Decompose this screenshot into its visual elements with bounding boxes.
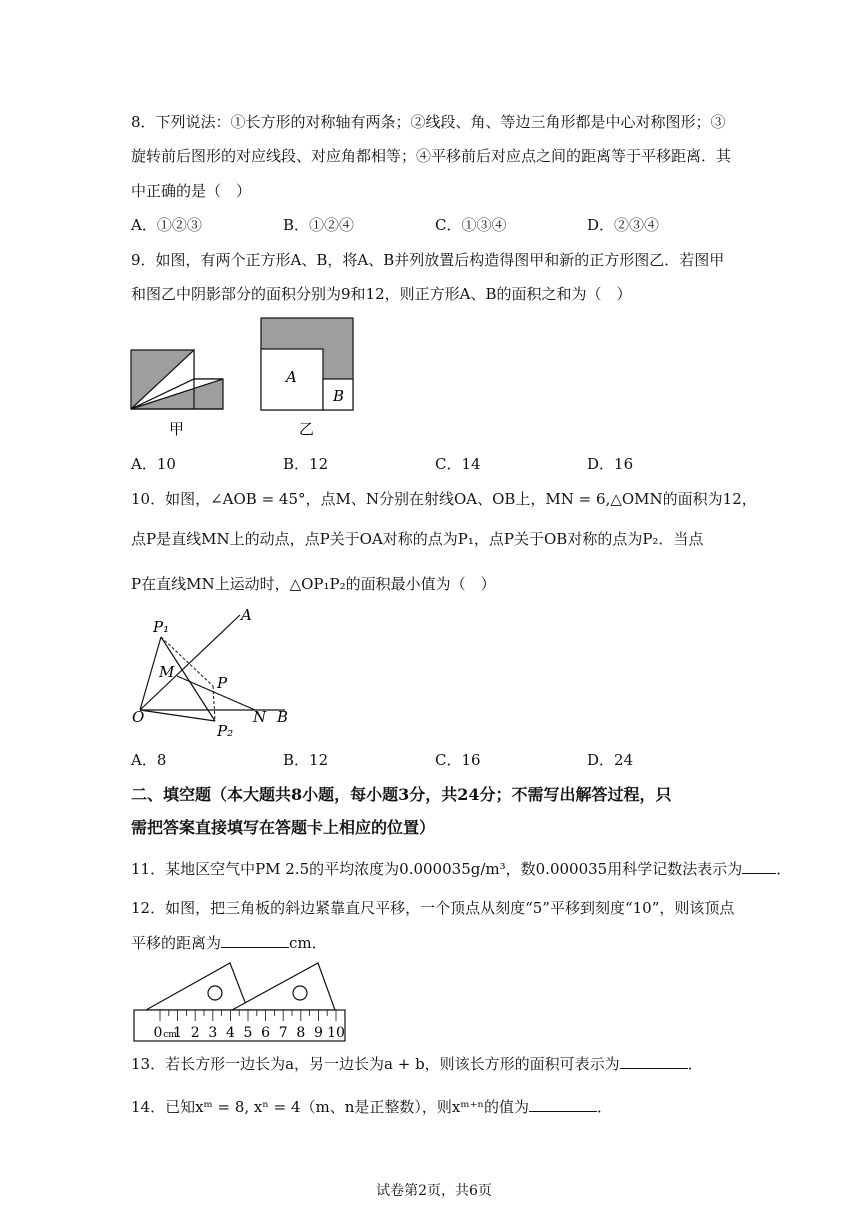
ruler-tick-label: 4	[225, 1025, 235, 1041]
q9-figure	[125, 315, 365, 445]
q8-option-d: D．②③④	[587, 216, 660, 234]
q8-option-c: C．①③④	[435, 216, 507, 234]
q12-text: 平移的距离为	[131, 934, 222, 952]
q13-text: 13．若长方形一边长为a，另一边长为a + b，则该长方形的面积可表示为	[131, 1055, 620, 1073]
point-p1-label: P₁	[153, 618, 170, 636]
ruler-tick-label: 5	[243, 1025, 253, 1041]
ruler-label-zero: 0	[153, 1025, 163, 1041]
q11-text: 11．某地区空气中PM 2.5的平均浓度为0.000035g/m³，数0.000035用科学记数法表示为	[131, 860, 743, 878]
q14-text: 14．已知xᵐ = 8, xⁿ = 4（m、n是正整数），则xᵐ⁺ⁿ的值为	[131, 1098, 529, 1116]
point-p-label: P	[217, 674, 228, 692]
ruler-tick-label: 1	[173, 1025, 183, 1041]
q12-figure	[128, 960, 353, 1046]
q10-option-b: B．12	[283, 751, 329, 769]
triangle-left	[146, 963, 248, 1010]
point-p2-label: P₂	[217, 722, 234, 740]
q8-line-1: 8．下列说法：①长方形的对称轴有两条；②线段、角、等边三角形都是中心对称图形；③	[131, 113, 726, 131]
ruler-tick-label: 10	[327, 1025, 345, 1041]
figure-yi-caption: 乙	[299, 420, 315, 438]
q12-line-2	[131, 933, 327, 953]
q8-option-b: B．①②④	[283, 216, 355, 234]
q14-answer-blank	[529, 1097, 597, 1112]
q9-option-c: C．14	[435, 455, 481, 473]
figure-jia-caption: 甲	[169, 420, 185, 438]
q12-line-1: 12．如图，把三角板的斜边紧靠直尺平移，一个顶点从刻度“5”平移到刻度“10”，则该顶点	[131, 899, 735, 917]
q10-option-a: A．8	[131, 751, 167, 769]
point-n-label: N	[253, 708, 267, 726]
ruler-tick-label: 8	[296, 1025, 306, 1041]
q9-line-1: 9．如图，有两个正方形A、B，将A、B并列放置后构造得图甲和新的正方形图乙．若图甲	[131, 251, 725, 269]
q8-option-a: A．①②③	[131, 216, 202, 234]
q10-option-d: D．24	[587, 751, 634, 769]
page-footer: 试卷第2页，共6页	[376, 1183, 492, 1199]
point-o-label: O	[132, 708, 145, 726]
q13-line	[131, 1054, 703, 1074]
ruler-unit-label: cm	[163, 1030, 177, 1040]
ruler-tick-label: 6	[261, 1025, 271, 1041]
point-b-label: B	[277, 708, 289, 726]
section-2-heading-line-2: 需把答案直接填写在答题卡上相应的位置）	[131, 818, 436, 837]
q10-line-1: 10．如图，∠AOB = 45°，点M、N分别在射线OA、OB上，MN = 6,△OMN的面积为12，	[131, 490, 757, 508]
figure-jia	[131, 350, 223, 409]
square-a-label: A	[286, 368, 297, 386]
q8-line-2: 旋转前后图形的对应线段、对应角都相等；④平移前后对应点之间的距离等于平移距离．其	[131, 147, 732, 165]
square-b-label: B	[333, 387, 345, 405]
q8-line-3: 中正确的是（ ）	[131, 182, 252, 200]
q12-answer-blank	[221, 933, 289, 948]
ruler-tick-label: 2	[190, 1025, 200, 1041]
q9-option-d: D．16	[587, 455, 634, 473]
q11-end: ．	[776, 860, 792, 878]
q9-option-a: A．10	[131, 455, 176, 473]
q11-answer-blank	[742, 859, 776, 874]
q10-line-2: 点P是直线MN上的动点，点P关于OA对称的点为P₁，点P关于OB对称的点为P₂．当点	[131, 530, 704, 548]
ruler-tick-label: 9	[313, 1025, 323, 1041]
triangle-right	[232, 963, 335, 1010]
q11-line	[131, 859, 791, 879]
q14-line	[131, 1097, 612, 1117]
q14-end: ．	[596, 1098, 612, 1116]
q13-end: ．	[687, 1055, 703, 1073]
ruler-tick-label: 7	[278, 1025, 288, 1041]
q9-line-2: 和图乙中阴影部分的面积分别为9和12，则正方形A、B的面积之和为（ ）	[131, 285, 632, 303]
q10-figure	[125, 600, 305, 748]
section-2-heading-line-1: 二、填空题（本大题共8小题，每小题3分，共24分；不需写出解答过程，只	[131, 785, 672, 804]
q10-option-c: C．16	[435, 751, 481, 769]
point-m-label: M	[159, 663, 175, 681]
q9-option-b: B．12	[283, 455, 329, 473]
ruler-tick-label: 3	[208, 1025, 218, 1041]
q10-line-3: P在直线MN上运动时，△OP₁P₂的面积最小值为（ ）	[131, 575, 496, 593]
q13-answer-blank	[620, 1054, 688, 1069]
q12-unit: cm．	[289, 934, 327, 952]
point-a-label: A	[241, 606, 252, 624]
